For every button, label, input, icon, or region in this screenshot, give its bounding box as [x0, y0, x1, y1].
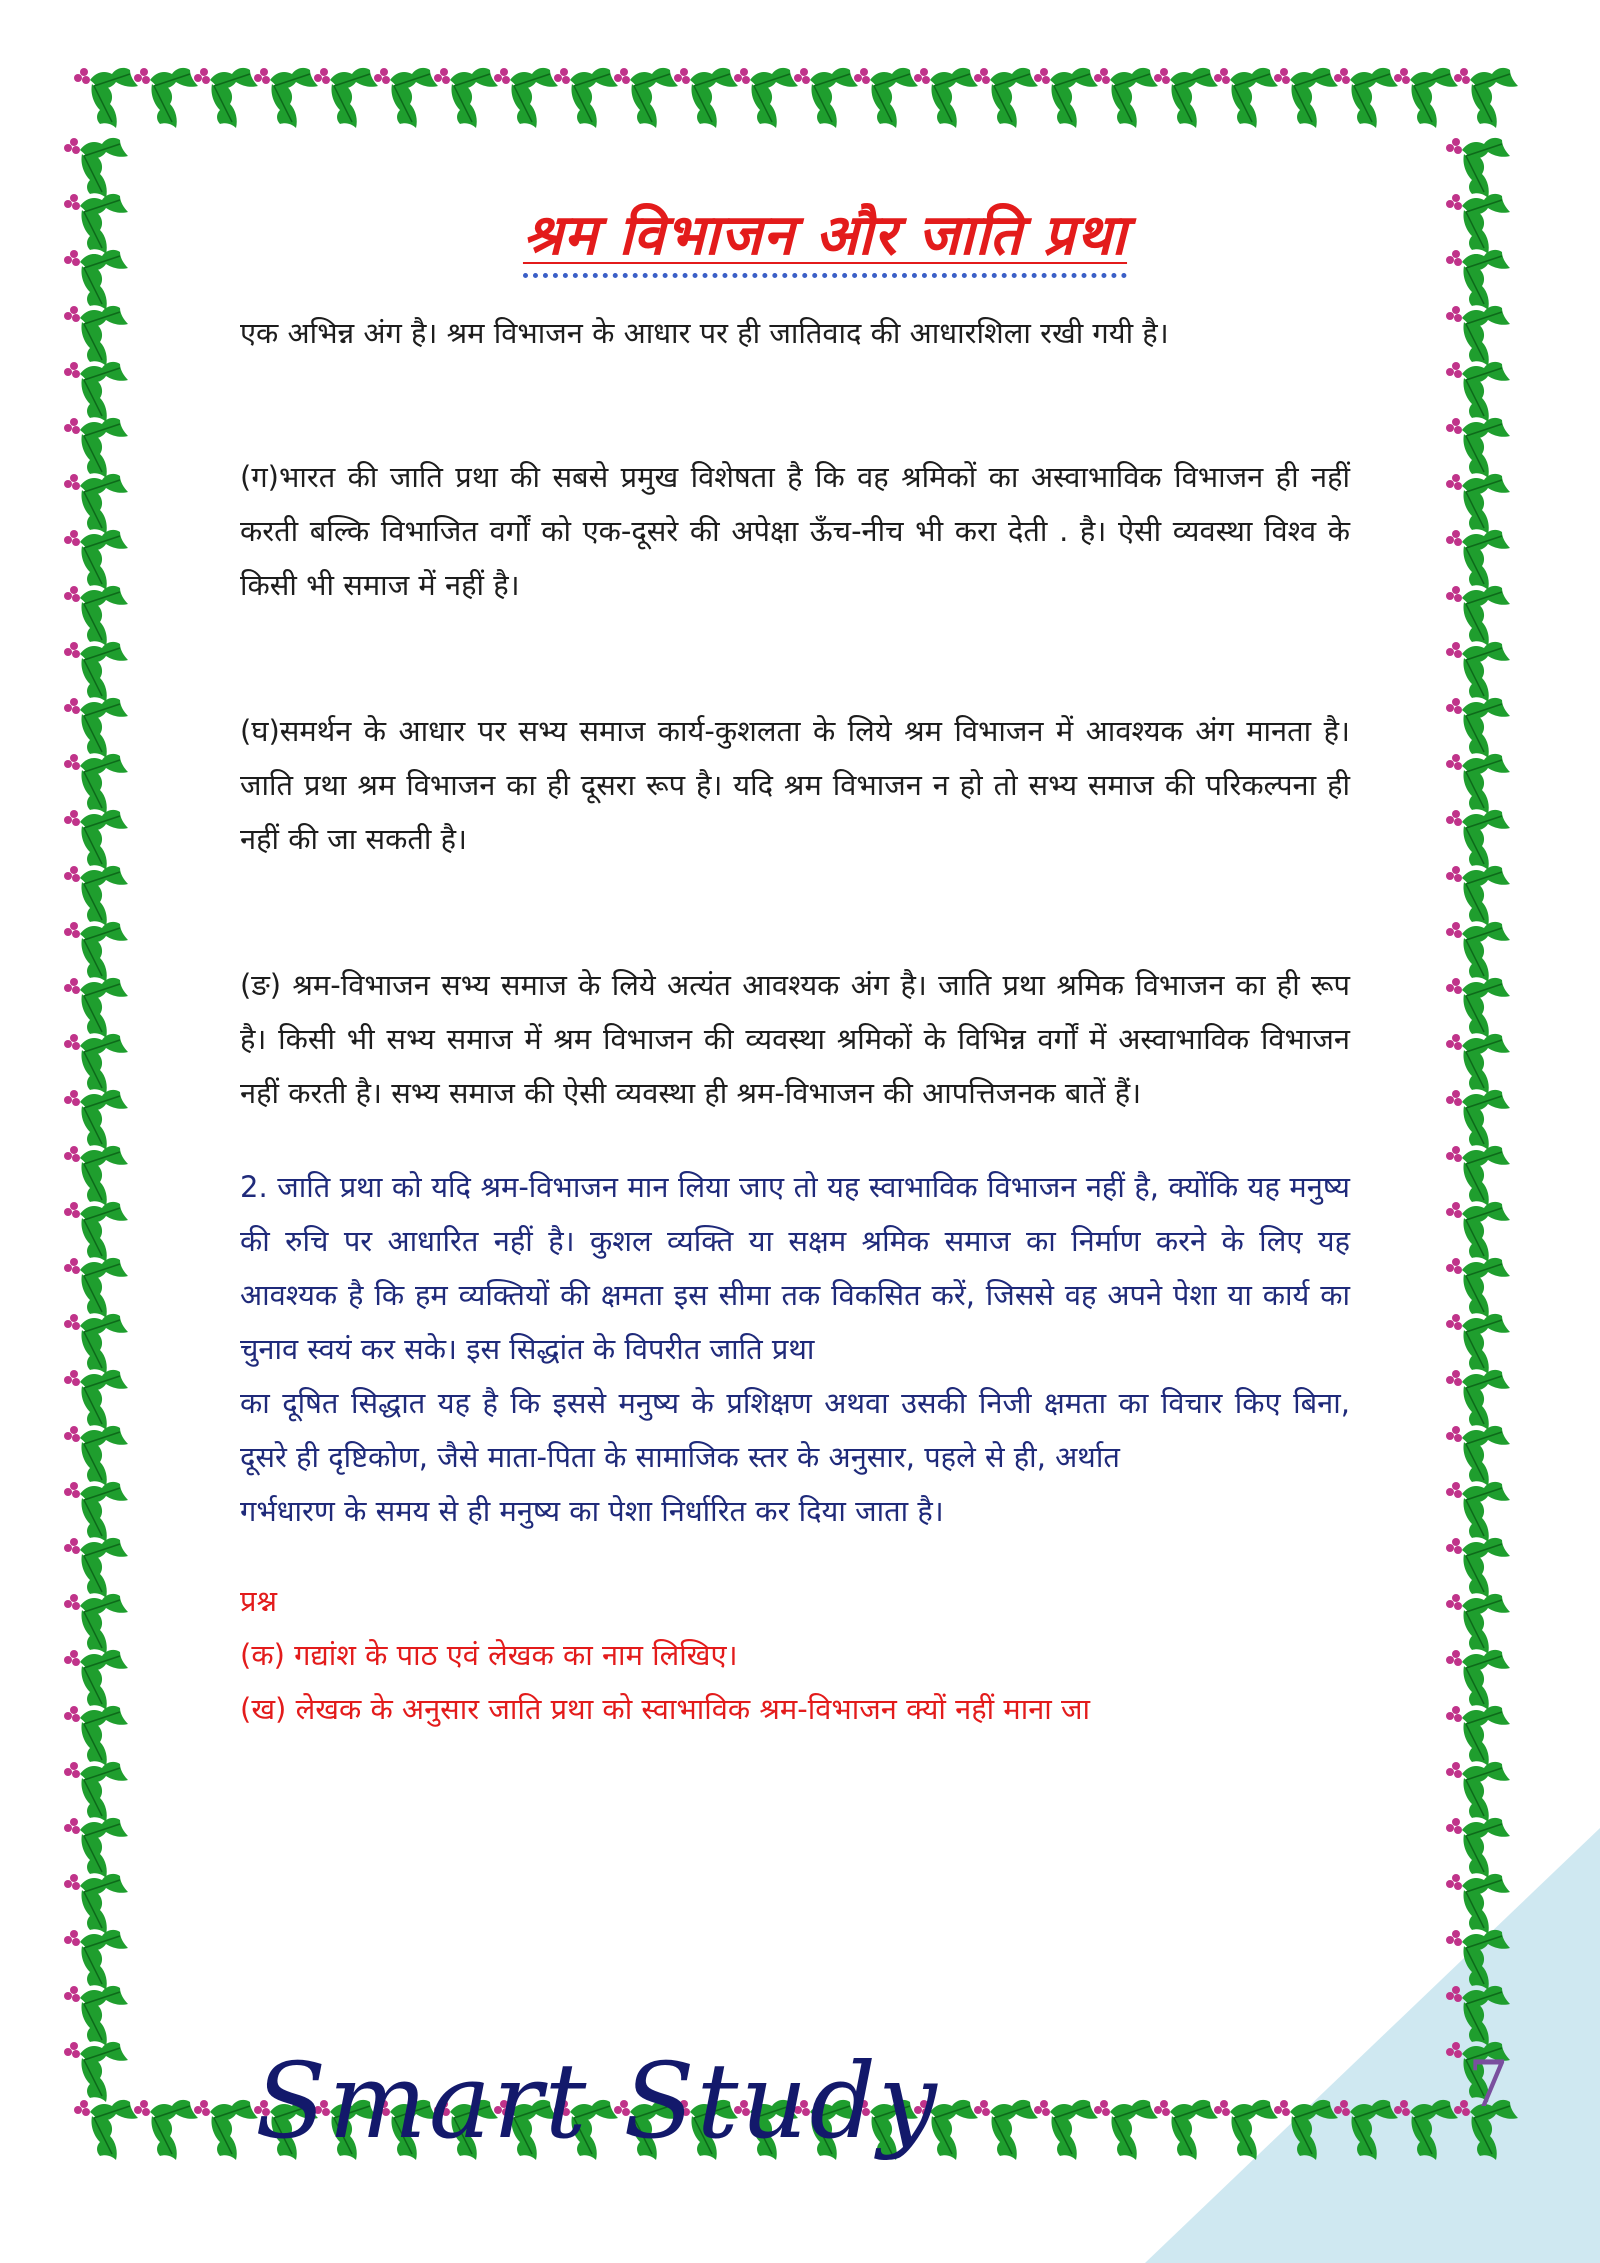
- holly-leaf-icon: [314, 68, 378, 128]
- holly-leaf-icon: [254, 68, 318, 128]
- holly-leaf-icon: [434, 68, 498, 128]
- page-title-wrap: [240, 195, 1350, 278]
- holly-leaf-icon: [64, 754, 128, 814]
- holly-leaf-icon: [1446, 1370, 1510, 1430]
- holly-leaf-icon: [64, 1426, 128, 1486]
- answer-line: का दूषित सिद्धात यह है कि इससे मनुष्य के प्रशिक्षण अथवा उसकी निजी क्षमता का विचार किए बिना, दूसरे ही दृष्टिकोण, जैसे माता-पिता के सामाजिक स्तर के अनुसार, पहले से ही, अर्थात: [240, 1386, 1350, 1474]
- holly-leaf-icon: [1454, 68, 1518, 128]
- holly-leaf-icon: [1446, 754, 1510, 814]
- holly-leaf-icon: [64, 1314, 128, 1374]
- holly-leaf-icon: [64, 1090, 128, 1150]
- holly-leaf-icon: [1154, 68, 1218, 128]
- holly-leaf-icon: [914, 68, 978, 128]
- holly-leaf-icon: [1446, 1874, 1510, 1934]
- holly-leaf-icon: [74, 68, 138, 128]
- holly-leaf-icon: [1214, 68, 1278, 128]
- holly-leaf-icon: [1446, 698, 1510, 758]
- holly-leaf-icon: [374, 68, 438, 128]
- paragraph-nga: (ङ) श्रम-विभाजन सभ्य समाज के लिये अत्यंत आवश्यक अंग है। जाति प्रथा श्रमिक विभाजन का ही रूप है। किसी भी सभ्य समाज में श्रम विभाजन की व्यवस्था श्रमिकों के विभिन्न वर्गों में अस्वाभाविक विभाजन नहीं करती है। सभ्य समाज की ऐसी व्यवस्था ही श्रम-विभाजन की आपत्तिजनक बातें हैं।: [240, 968, 1350, 1110]
- holly-leaf-icon: [1334, 68, 1398, 128]
- page-title: श्रम विभाजन और जाति प्रथा: [523, 195, 1127, 278]
- holly-leaf-icon: [74, 2100, 138, 2160]
- holly-leaf-icon: [134, 2100, 198, 2160]
- holly-leaf-icon: [1446, 1818, 1510, 1878]
- paragraph-intro: एक अभिन्न अंग है। श्रम विभाजन के आधार पर ही जातिवाद की आधारशिला रखी गयी है।: [240, 316, 1169, 350]
- answer-block: [240, 1160, 1350, 1538]
- answer-line: गर्भधारण के समय से ही मनुष्य का पेशा निर्धारित कर दिया जाता है।: [240, 1494, 944, 1528]
- brand-logo: Smart Study: [255, 2040, 939, 2162]
- holly-leaf-icon: [64, 1538, 128, 1598]
- holly-leaf-icon: [1274, 2100, 1338, 2160]
- holly-leaf-icon: [1446, 138, 1510, 198]
- holly-leaf-icon: [64, 2042, 128, 2102]
- holly-leaf-icon: [1214, 2100, 1278, 2160]
- holly-leaf-icon: [614, 68, 678, 128]
- holly-leaf-icon: [1446, 642, 1510, 702]
- holly-leaf-icon: [64, 1762, 128, 1822]
- holly-leaf-icon: [64, 1874, 128, 1934]
- holly-leaf-icon: [1446, 362, 1510, 422]
- holly-leaf-icon: [1446, 1202, 1510, 1262]
- holly-leaf-icon: [494, 68, 558, 128]
- holly-leaf-icon: [64, 698, 128, 758]
- holly-leaf-icon: [1446, 866, 1510, 926]
- holly-leaf-icon: [1446, 1482, 1510, 1542]
- holly-leaf-icon: [194, 2100, 258, 2160]
- holly-leaf-icon: [1446, 530, 1510, 590]
- holly-leaf-icon: [1094, 68, 1158, 128]
- holly-leaf-icon: [64, 978, 128, 1038]
- holly-leaf-icon: [1446, 474, 1510, 534]
- holly-leaf-icon: [854, 68, 918, 128]
- holly-leaf-icon: [64, 138, 128, 198]
- holly-leaf-icon: [64, 922, 128, 982]
- holly-leaf-icon: [1446, 978, 1510, 1038]
- holly-leaf-icon: [1034, 2100, 1098, 2160]
- holly-leaf-icon: [674, 68, 738, 128]
- page-number: 7: [1468, 2048, 1509, 2122]
- holly-leaf-icon: [1446, 1090, 1510, 1150]
- holly-leaf-icon: [64, 642, 128, 702]
- holly-leaf-icon: [1446, 250, 1510, 310]
- holly-leaf-icon: [1446, 1034, 1510, 1094]
- holly-leaf-icon: [1446, 810, 1510, 870]
- holly-leaf-icon: [64, 474, 128, 534]
- holly-leaf-icon: [1446, 1762, 1510, 1822]
- holly-leaf-icon: [64, 362, 128, 422]
- holly-leaf-icon: [194, 68, 258, 128]
- holly-leaf-icon: [1446, 1706, 1510, 1766]
- holly-leaf-icon: [734, 68, 798, 128]
- holly-leaf-icon: [64, 530, 128, 590]
- holly-leaf-icon: [1446, 922, 1510, 982]
- holly-leaf-icon: [1446, 1258, 1510, 1318]
- holly-leaf-icon: [1446, 1146, 1510, 1206]
- holly-leaf-icon: [64, 586, 128, 646]
- holly-leaf-icon: [64, 866, 128, 926]
- holly-leaf-icon: [1446, 306, 1510, 366]
- holly-leaf-icon: [1446, 1426, 1510, 1486]
- holly-leaf-icon: [64, 1594, 128, 1654]
- holly-leaf-icon: [64, 306, 128, 366]
- holly-leaf-icon: [64, 418, 128, 478]
- holly-leaf-icon: [64, 250, 128, 310]
- holly-leaf-icon: [1446, 586, 1510, 646]
- holly-leaf-icon: [1446, 1314, 1510, 1374]
- holly-leaf-icon: [1446, 1650, 1510, 1710]
- holly-leaf-icon: [1154, 2100, 1218, 2160]
- holly-leaf-icon: [1446, 194, 1510, 254]
- holly-leaf-icon: [64, 1818, 128, 1878]
- holly-leaf-icon: [554, 68, 618, 128]
- holly-leaf-icon: [1446, 1594, 1510, 1654]
- answer-line: 2. जाति प्रथा को यदि श्रम-विभाजन मान लिया जाए तो यह स्वाभाविक विभाजन नहीं है, क्योंकि यह मनुष्य की रुचि पर आधारित नहीं है। कुशल व्यक्ति या सक्षम श्रमिक समाज का निर्माण करने के लिए यह आवश्यक है कि हम व्यक्तियों की क्षमता इस सीमा तक विकसित करें, जिससे वह अपने पेशा या कार्य का चुनाव स्वयं कर सके। इस सिद्धांत के विपरीत जाति प्रथा: [240, 1170, 1350, 1366]
- holly-leaf-icon: [64, 1202, 128, 1262]
- holly-leaf-icon: [64, 1706, 128, 1766]
- questions-heading: प्रश्न: [240, 1584, 278, 1618]
- holly-leaf-icon: [64, 1034, 128, 1094]
- page-content: [240, 195, 1350, 1736]
- holly-leaf-icon: [1446, 418, 1510, 478]
- holly-leaf-icon: [64, 1370, 128, 1430]
- holly-leaf-icon: [1094, 2100, 1158, 2160]
- holly-leaf-icon: [134, 68, 198, 128]
- holly-leaf-icon: [64, 1650, 128, 1710]
- holly-leaf-icon: [64, 1258, 128, 1318]
- holly-leaf-icon: [64, 1482, 128, 1542]
- holly-leaf-icon: [1446, 1930, 1510, 1990]
- question-item: (ख) लेखक के अनुसार जाति प्रथा को स्वाभाविक श्रम-विभाजन क्यों नहीं माना जा: [240, 1692, 1091, 1726]
- holly-leaf-icon: [1394, 68, 1458, 128]
- holly-leaf-icon: [1334, 2100, 1398, 2160]
- paragraph-ga: (ग)भारत की जाति प्रथा की सबसे प्रमुख विशेषता है कि वह श्रमिकों का अस्वाभाविक विभाजन ही नहीं करती बल्कि विभाजित वर्गों को एक-दूसरे की अपेक्षा ऊँच-नीच भी करा देती . है। ऐसी व्यवस्था विश्व के किसी भी समाज में नहीं है।: [240, 460, 1350, 602]
- holly-leaf-icon: [1394, 2100, 1458, 2160]
- holly-leaf-icon: [974, 2100, 1038, 2160]
- holly-leaf-icon: [64, 1986, 128, 2046]
- question-item: (क) गद्यांश के पाठ एवं लेखक का नाम लिखिए।: [240, 1638, 738, 1672]
- holly-leaf-icon: [1274, 68, 1338, 128]
- holly-leaf-icon: [794, 68, 858, 128]
- holly-leaf-icon: [64, 1930, 128, 1990]
- holly-leaf-icon: [974, 68, 1038, 128]
- holly-leaf-icon: [64, 1146, 128, 1206]
- holly-leaf-icon: [64, 810, 128, 870]
- holly-leaf-icon: [1446, 1538, 1510, 1598]
- holly-leaf-icon: [64, 194, 128, 254]
- holly-leaf-icon: [1446, 1986, 1510, 2046]
- questions-block: [240, 1574, 1350, 1736]
- paragraph-gha: (घ)समर्थन के आधार पर सभ्य समाज कार्य-कुशलता के लिये श्रम विभाजन में आवश्यक अंग मानता है। जाति प्रथा श्रम विभाजन का ही दूसरा रूप है। यदि श्रम विभाजन न हो तो सभ्य समाज की परिकल्पना ही नहीं की जा सकती है।: [240, 714, 1350, 856]
- holly-leaf-icon: [1034, 68, 1098, 128]
